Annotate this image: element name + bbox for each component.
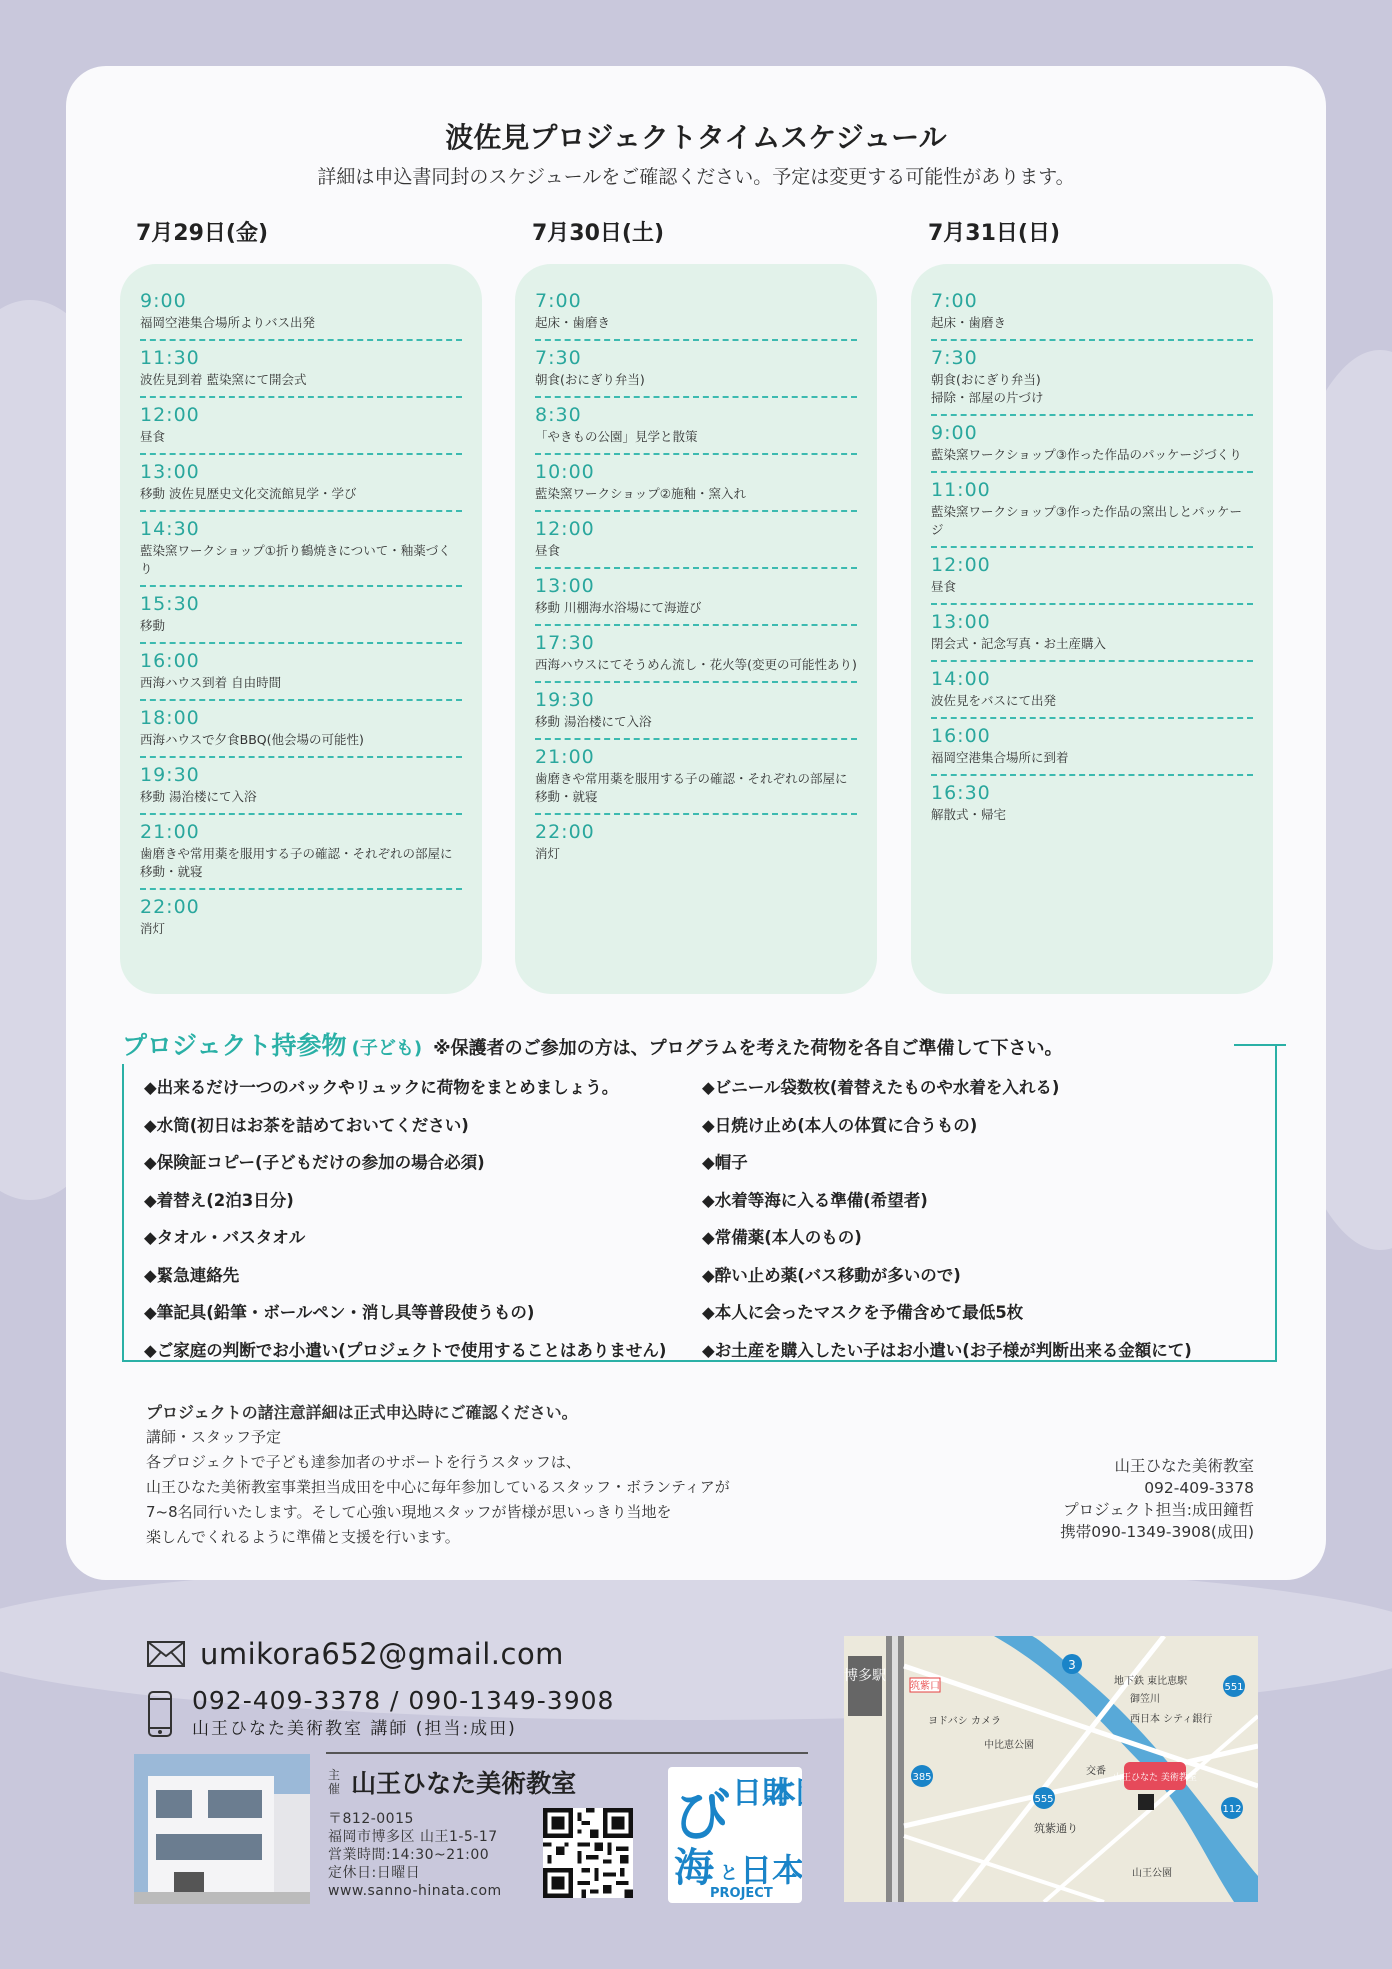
schedule-time: 7:30: [535, 347, 582, 369]
schedule-entry: [535, 455, 857, 512]
svg-text:筑紫通り: 筑紫通り: [1034, 1822, 1078, 1835]
schedule-time: 16:30: [931, 782, 991, 804]
contact-box: [1060, 1455, 1254, 1543]
schedule-entry: [931, 416, 1253, 473]
schedule-entry: [931, 284, 1253, 341]
schedule-entry: [931, 341, 1253, 416]
school-building-photo: [134, 1754, 310, 1904]
schedule-description: 移動 湯治楼にて入浴: [535, 714, 652, 729]
website-link[interactable]: www.sanno-hinata.com: [328, 1883, 502, 1899]
svg-text:本団: 本: [766, 1776, 796, 1811]
schedule-description: 移動 川棚海水浴場にて海遊び: [535, 600, 702, 615]
schedule-description: 朝食(おにぎり弁当) 掃除・部屋の片づけ: [931, 372, 1044, 405]
schedule-description: 藍染窯ワークショップ③作った作品の窯出しとパッケージ: [931, 504, 1242, 537]
schedule-description: 福岡空港集合場所に到着: [931, 750, 1069, 765]
schedule-subtitle: 詳細は申込書同封のスケジュールをご確認ください。予定は変更する可能性があります。: [317, 166, 1075, 188]
svg-text:551: 551: [1224, 1682, 1244, 1693]
notes-line: 楽しんでくれるように準備と支援を行います。: [146, 1528, 460, 1546]
schedule-time: 8:30: [535, 404, 582, 426]
schedule-description: 「やきもの公園」見学と散策: [535, 429, 698, 444]
svg-text:山王公園: 山王公園: [1132, 1868, 1172, 1879]
schedule-entry: [140, 644, 462, 701]
schedule-time: 19:30: [140, 764, 200, 786]
svg-text:海: 海: [674, 1845, 714, 1891]
umi-to-nippon-logo: [668, 1767, 802, 1903]
day-title: 7月30日(土): [532, 221, 665, 246]
item-entry: ◆筆記具(鉛筆・ボールペン・消し具等普段使うもの): [144, 1303, 535, 1322]
contact-line: 092-409-3378: [1144, 1479, 1254, 1497]
schedule-time: 14:00: [931, 668, 991, 690]
svg-text:び: び: [674, 1784, 730, 1849]
svg-text:御笠川: 御笠川: [1130, 1694, 1160, 1705]
schedule-description: 藍染窯ワークショップ①折り鶴焼きについて・釉薬づくり: [140, 543, 451, 576]
contact-line: 山王ひなた美術教室: [1114, 1457, 1254, 1475]
schedule-description: 西海ハウスで夕食BBQ(他会場の可能性): [140, 732, 364, 747]
address-line: 営業時間:14:30~21:00: [328, 1847, 490, 1863]
schedule-time: 12:00: [931, 554, 991, 576]
address-line: 定休日:日曜日: [328, 1865, 421, 1881]
svg-text:交番: 交番: [1086, 1766, 1106, 1777]
items-note: ※保護者のご参加の方は、プログラムを考えた荷物を各自ご準備して下さい。: [433, 1038, 1063, 1059]
schedule-entry: [535, 569, 857, 626]
notes-line: 各プロジェクトで子ども達参加者のサポートを行うスタッフは、: [146, 1453, 581, 1471]
schedule-title: 波佐見プロジェクトタイムスケジュール: [445, 121, 947, 154]
item-entry: ◆帽子: [702, 1153, 748, 1172]
item-entry: ◆タオル・バスタオル: [144, 1228, 306, 1247]
notes-heading: プロジェクトの諸注意詳細は正式申込時にご確認ください。: [146, 1403, 578, 1422]
schedule-time: 13:00: [931, 611, 991, 633]
schedule-description: 昼食: [140, 429, 166, 444]
schedule-time: 7:00: [931, 290, 978, 312]
item-entry: ◆ご家庭の判断でお小遣い(プロジェクトで使用することはありません): [144, 1340, 667, 1360]
svg-text:112: 112: [1222, 1804, 1242, 1815]
day-title: 7月29日(金): [136, 221, 269, 246]
day-schedule-column: [120, 264, 482, 994]
items-list-left: [144, 1074, 666, 1374]
host-label: 主催: [328, 1768, 341, 1796]
schedule-description: 昼食: [931, 579, 957, 594]
schedule-time: 13:00: [140, 461, 200, 483]
day-schedule-column: [515, 264, 877, 994]
items-list-right: [702, 1074, 1192, 1374]
schedule-time: 21:00: [535, 746, 595, 768]
svg-text:西日本 シティ銀行: 西日本 シティ銀行: [1130, 1714, 1213, 1725]
items-frame-line: [1275, 1044, 1277, 1362]
phone-row: [146, 1686, 614, 1742]
schedule-entry: [535, 398, 857, 455]
schedule-description: 朝食(おにぎり弁当): [535, 372, 645, 387]
schedule-description: 解散式・帰宅: [931, 807, 1007, 822]
schedule-description: 昼食: [535, 543, 561, 558]
item-entry: ◆緊急連絡先: [144, 1265, 240, 1285]
schedule-entry: [931, 605, 1253, 662]
contact-line: プロジェクト担当:成田鐘哲: [1063, 1501, 1254, 1519]
svg-text:日本: 日本: [740, 1851, 802, 1889]
schedule-entry: [140, 890, 462, 945]
schedule-time: 16:00: [140, 650, 200, 672]
items-title-sub: (子ども): [351, 1038, 423, 1059]
item-entry: ◆水着等海に入る準備(希望者): [702, 1190, 928, 1210]
schedule-entry: [140, 284, 462, 341]
mail-icon: [146, 1640, 186, 1668]
schedule-time: 22:00: [140, 896, 200, 918]
svg-text:山王ひなた 美術教室: 山王ひなた 美術教室: [1113, 1773, 1197, 1783]
schedule-entry: [535, 341, 857, 398]
schedule-description: 移動 湯治楼にて入浴: [140, 789, 257, 804]
schedule-description: 歯磨きや常用薬を服用する子の確認・それぞれの部屋に移動・就寝: [535, 771, 848, 804]
item-entry: ◆本人に会ったマスクを予備含めて最低5枚: [702, 1303, 1024, 1322]
schedule-time: 10:00: [535, 461, 595, 483]
schedule-entry: [140, 701, 462, 758]
schedule-entry: [931, 473, 1253, 548]
schedule-time: 15:30: [140, 593, 200, 615]
schedule-description: 西海ハウスにてそうめん流し・花火等(変更の可能性あり): [535, 657, 857, 672]
map-station-label: 博多駅: [844, 1668, 886, 1684]
day-title: 7月31日(日): [928, 221, 1061, 246]
schedule-time: 9:00: [931, 422, 978, 444]
schedule-description: 移動 波佐見歴史文化交流館見学・学び: [140, 486, 357, 501]
notes-line: 講師・スタッフ予定: [146, 1428, 282, 1446]
items-frame-line: [1234, 1044, 1286, 1046]
phone-subtitle: 山王ひなた美術教室 講師 (担当:成田): [192, 1719, 517, 1739]
schedule-description: 移動: [140, 618, 166, 633]
schedule-entry: [931, 776, 1253, 831]
schedule-description: 消灯: [140, 921, 166, 936]
schedule-entry: [535, 740, 857, 815]
schedule-entry: [931, 719, 1253, 776]
schedule-entry: [535, 683, 857, 740]
schedule-entry: [140, 815, 462, 890]
organizer-address: [328, 1810, 576, 1900]
schedule-time: 18:00: [140, 707, 200, 729]
items-frame-line: [122, 1064, 124, 1362]
schedule-entry: [140, 758, 462, 815]
contact-line: 携帯090-1349-3908(成田): [1060, 1523, 1254, 1541]
items-title: プロジェクト持参物: [122, 1031, 347, 1060]
schedule-time: 19:30: [535, 689, 595, 711]
item-entry: ◆水筒(初日はお茶を詰めておいてください): [144, 1115, 469, 1135]
schedule-description: 閉会式・記念写真・お土産購入: [931, 636, 1107, 651]
item-entry: ◆着替え(2泊3日分): [144, 1190, 294, 1210]
schedule-description: 波佐見到着 藍染窯にて開会式: [140, 372, 307, 387]
item-entry: ◆出来るだけ一つのバックやリュックに荷物をまとめましょう。: [144, 1078, 619, 1097]
schedule-description: 起床・歯磨き: [931, 315, 1007, 330]
notes-line: 山王ひなた美術教室事業担当成田を中心に毎年参加しているスタッフ・ボランティアが: [146, 1478, 730, 1496]
schedule-time: 14:30: [140, 518, 200, 540]
item-entry: ◆酔い止め薬(バス移動が多いので): [702, 1265, 961, 1285]
organizer-block: [328, 1764, 576, 1900]
item-entry: ◆保険証コピー(子どもだけの参加の場合必須): [144, 1153, 485, 1172]
schedule-entry: [535, 512, 857, 569]
schedule-description: 波佐見をバスにて出発: [931, 693, 1057, 708]
svg-text:PROJECT: PROJECT: [710, 1886, 773, 1901]
schedule-time: 9:00: [140, 290, 187, 312]
item-entry: ◆お土産を購入したい子はお小遣い(お子様が判断出来る金額にて): [702, 1340, 1192, 1360]
notes-line: 7~8名同行いたします。そして心強い現地スタッフが皆様が思いっきり当地を: [146, 1503, 672, 1521]
item-entry: ◆日焼け止め(本人の体質に合うもの): [702, 1115, 978, 1135]
notes-block: [146, 1400, 730, 1550]
schedule-time: 11:30: [140, 347, 200, 369]
schedule-time: 21:00: [140, 821, 200, 843]
schedule-entry: [140, 341, 462, 398]
schedule-time: 12:00: [535, 518, 595, 540]
schedule-entry: [931, 548, 1253, 605]
svg-text:555: 555: [1034, 1794, 1054, 1805]
schedule-description: 藍染窯ワークショップ②施釉・窯入れ: [535, 486, 746, 501]
schedule-entry: [931, 662, 1253, 719]
address-line: 福岡市博多区 山王1-5-17: [328, 1829, 498, 1845]
organizer-name: 山王ひなた美術教室: [351, 1769, 577, 1798]
schedule-entry: [140, 398, 462, 455]
schedule-description: 歯磨きや常用薬を服用する子の確認・それぞれの部屋に移動・就寝: [140, 846, 453, 879]
svg-text:と: と: [720, 1863, 738, 1884]
schedule-description: 西海ハウス到着 自由時間: [140, 675, 282, 690]
item-entry: ◆ビニール袋数枚(着替えたものや水着を入れる): [702, 1078, 1060, 1097]
items-heading: [122, 1026, 1062, 1062]
item-entry: ◆常備薬(本人のもの): [702, 1228, 862, 1247]
email-link[interactable]: umikora652@gmail.com: [200, 1637, 564, 1671]
schedule-description: 福岡空港集合場所よりバス出発: [140, 315, 316, 330]
svg-text:日財: 日財: [732, 1776, 792, 1811]
svg-text:地下鉄 東比恵駅: 地下鉄 東比恵駅: [1114, 1676, 1188, 1687]
schedule-sheet: [66, 66, 1326, 1580]
day-schedule-column: [911, 264, 1273, 994]
schedule-description: 藍染窯ワークショップ③作った作品のパッケージづくり: [931, 447, 1242, 462]
schedule-entry: [140, 587, 462, 644]
org-divider: [326, 1752, 808, 1754]
schedule-time: 7:30: [931, 347, 978, 369]
phone-icon: [146, 1690, 174, 1740]
schedule-time: 7:00: [535, 290, 582, 312]
schedule-time: 13:00: [535, 575, 595, 597]
schedule-description: 消灯: [535, 846, 561, 861]
svg-text:ヨドバシ カメラ: ヨドバシ カメラ: [928, 1716, 1001, 1727]
schedule-time: 16:00: [931, 725, 991, 747]
email-row: [146, 1634, 564, 1674]
svg-text:385: 385: [912, 1772, 932, 1783]
schedule-entry: [535, 626, 857, 683]
schedule-description: 起床・歯磨き: [535, 315, 611, 330]
schedule-time: 11:00: [931, 479, 991, 501]
qr-code[interactable]: [543, 1808, 633, 1898]
schedule-entry: [140, 455, 462, 512]
svg-text:中比恵公園: 中比恵公園: [984, 1740, 1034, 1751]
svg-text:3: 3: [1068, 1658, 1076, 1672]
schedule-entry: [535, 284, 857, 341]
schedule-time: 17:30: [535, 632, 595, 654]
svg-text:筑紫口: 筑紫口: [910, 1681, 940, 1692]
address-line: 〒812-0015: [328, 1811, 414, 1827]
phone-numbers[interactable]: 092-409-3378 / 090-1349-3908: [192, 1686, 615, 1715]
schedule-entry: [535, 815, 857, 870]
schedule-entry: [140, 512, 462, 587]
schedule-time: 12:00: [140, 404, 200, 426]
access-map[interactable]: [844, 1636, 1258, 1902]
schedule-time: 22:00: [535, 821, 595, 843]
